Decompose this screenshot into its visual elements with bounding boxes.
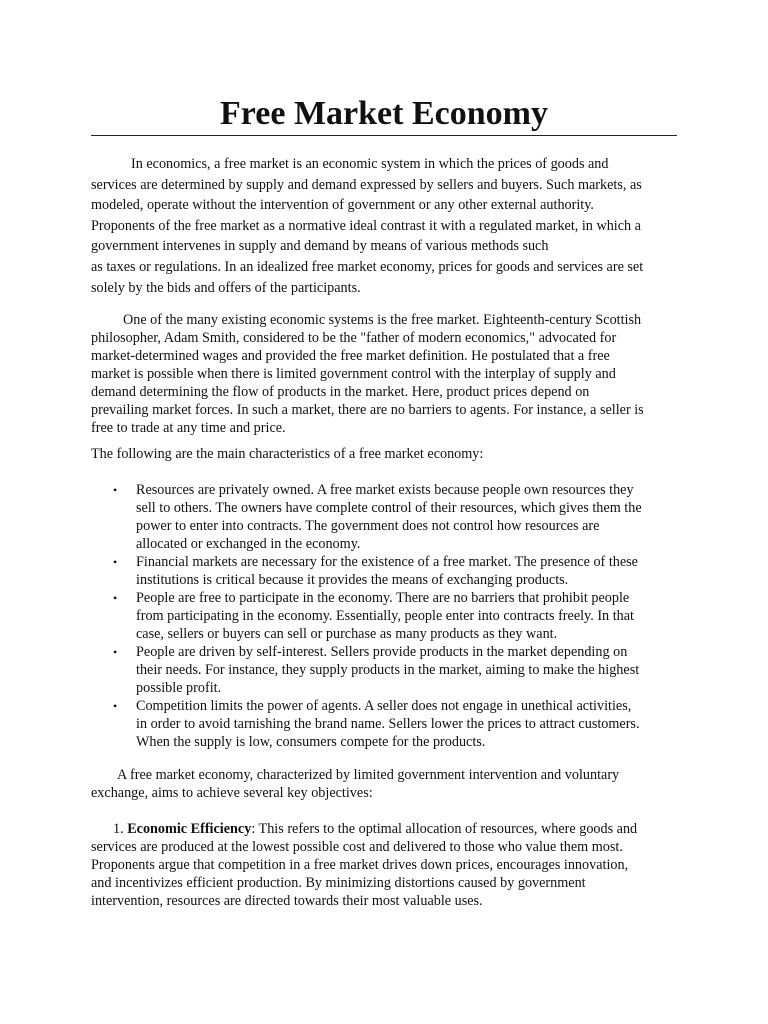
objectives-line: A free market economy, characterized by limited government intervention and voluntary: [117, 767, 620, 783]
intro-paragraph: [91, 154, 677, 298]
list-item-line: People are free to participate in the economy. There are no barriers that prohibit people: [136, 590, 630, 606]
list-item-line: power to enter into contracts. The government does not control how resources are: [136, 518, 600, 534]
list-item-line: People are driven by self-interest. Sellers provide products in the market depending on: [136, 644, 628, 660]
list-item-line: in order to avoid tarnishing the brand name. Sellers lower the prices to attract customers.: [136, 716, 640, 732]
list-item: [91, 643, 677, 697]
intro-line: services are determined by supply and demand expressed by sellers and buyers. Such markets, as: [91, 176, 642, 193]
list-item-line: institutions is critical because it provides the means of exchanging products.: [136, 572, 569, 588]
intro-line: Proponents of the free market as a normative ideal contrast it with a regulated market, in which a: [91, 217, 641, 234]
list-item-line: possible profit.: [136, 680, 222, 696]
history-line: market is possible when there is limited government control with the interplay of supply and: [91, 366, 616, 382]
document-title: Free Market Economy: [220, 95, 548, 132]
history-line: prevailing market forces. In such a market, there are no barriers to agents. For instance, a seller is: [91, 402, 644, 418]
intro-line: solely by the bids and offers of the participants.: [91, 279, 361, 296]
list-item: [91, 553, 677, 589]
list-item-line: their needs. For instance, they supply products in the market, aiming to make the highest: [136, 662, 640, 678]
intro-line: In economics, a free market is an economic system in which the prices of goods and: [131, 156, 609, 172]
objective-line: intervention, resources are directed towards their most valuable uses.: [91, 893, 483, 909]
bullet-icon: •: [113, 591, 118, 605]
intro-line: government intervenes in supply and demand by means of various methods such: [91, 238, 549, 255]
objectives-line: exchange, aims to achieve several key objectives:: [91, 785, 373, 801]
title-divider: [91, 135, 677, 136]
characteristics-list: [91, 481, 677, 751]
list-item-line: sell to others. The owners have complete control of their resources, which gives them the: [136, 500, 642, 516]
objective-heading: Economic Efficiency: [127, 821, 252, 837]
characteristics-lead: The following are the main characteristics of a free market economy:: [91, 446, 484, 462]
list-item-line: allocated or exchanged in the economy.: [136, 536, 361, 552]
history-line: One of the many existing economic systems is the free market. Eighteenth-century Scottish: [123, 312, 642, 328]
objective-line: Proponents argue that competition in a free market drives down prices, encourages innovation,: [91, 857, 629, 873]
history-line: demand determining the flow of products in the market. Here, product prices depend on: [91, 384, 590, 400]
bullet-icon: •: [113, 699, 118, 713]
bullet-icon: •: [113, 483, 118, 497]
history-paragraph: [91, 311, 677, 437]
list-item: [91, 697, 677, 751]
objective-first-line-text: : This refers to the optimal allocation of resources, where goods and: [251, 821, 638, 837]
bullet-icon: •: [113, 645, 118, 659]
intro-line: as taxes or regulations. In an idealized free market economy, prices for goods and services are set: [91, 258, 644, 275]
objectives-paragraph: [91, 766, 677, 802]
intro-line: modeled, operate without the intervention of government or any other external authority.: [91, 197, 594, 214]
history-line: free to trade at any time and price.: [91, 420, 286, 436]
objective-line: and incentivizes efficient production. By minimizing distortions caused by government: [91, 875, 586, 891]
objective-number: 1.: [113, 821, 124, 837]
list-item-line: Resources are privately owned. A free market exists because people own resources they: [136, 482, 634, 498]
history-line: market-determined wages and provided the free market definition. He postulated that a free: [91, 348, 610, 364]
objective-economic-efficiency: [91, 820, 677, 910]
history-line: philosopher, Adam Smith, considered to be the "father of modern economics," advocated for: [91, 330, 617, 346]
list-item-line: When the supply is low, consumers compete for the products.: [136, 734, 486, 750]
list-item-line: case, sellers or buyers can sell or purchase as many products as they want.: [136, 626, 558, 642]
list-item: [91, 481, 677, 553]
objective-first-line: [91, 820, 677, 838]
list-item: [91, 589, 677, 643]
list-item-line: Financial markets are necessary for the existence of a free market. The presence of these: [136, 554, 638, 570]
objective-line: services are produced at the lowest possible cost and delivered to those who value them most.: [91, 839, 623, 855]
bullet-icon: •: [113, 555, 118, 569]
list-item-line: Competition limits the power of agents. A seller does not engage in unethical activities,: [136, 698, 632, 714]
list-item-line: from participating in the economy. Essentially, people enter into contracts freely. In that: [136, 608, 634, 624]
